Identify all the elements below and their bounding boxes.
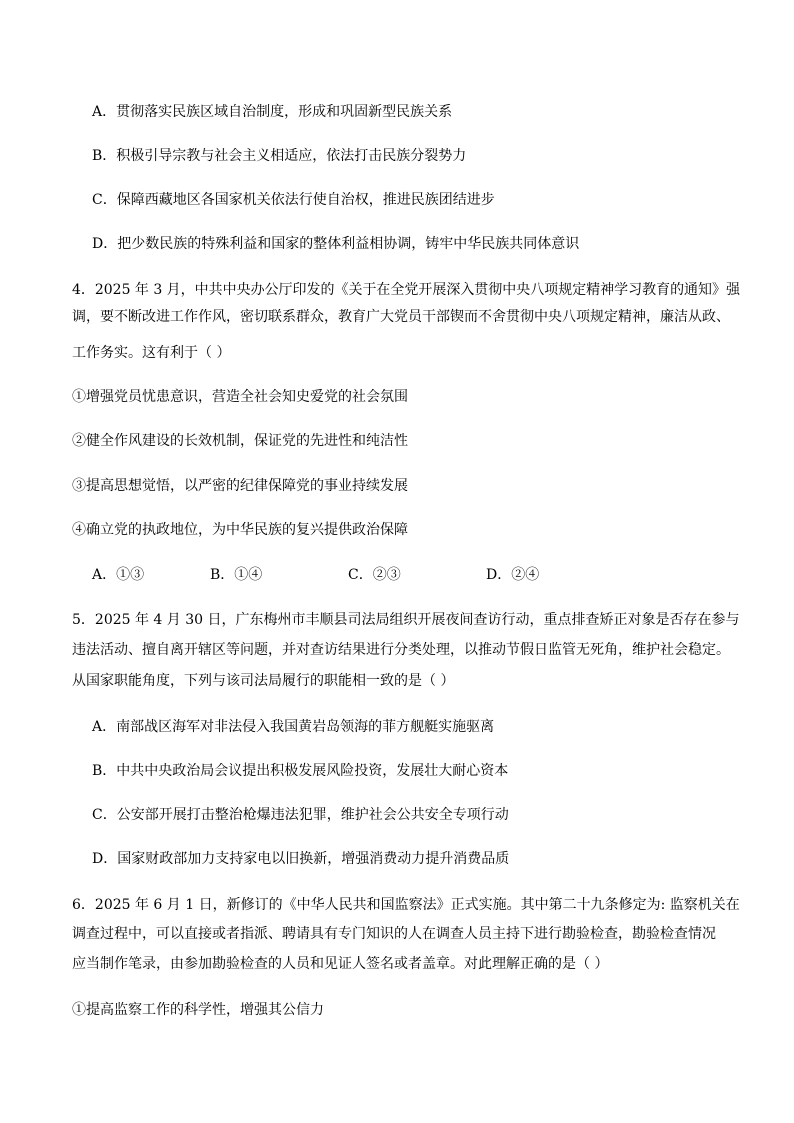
q5-stem-line-3: 从国家职能角度，下列与该司法局履行的职能相一致的是（ ） — [72, 673, 455, 689]
q6-stem-line-2: 调查过程中，可以直接或者指派、聘请具有专门知识的人在调查人员主持下进行勘验检查，勘验检查情况 — [72, 926, 716, 942]
q6-statement-1: ①提高监察工作的科学性，增强其公信力 — [72, 1002, 324, 1018]
q3-option-c: C．保障西藏地区各国家机关依法行使自治权，推进民族团结进步 — [92, 192, 495, 208]
q4-choice-b: B．①④ — [210, 567, 263, 583]
q5-option-c: C．公安部开展打击整治枪爆违法犯罪，维护社会公共安全专项行动 — [92, 807, 509, 823]
q4-stem-line-2: 调，要不断改进工作作风，密切联系群众，教育广大党员干部锲而不舍贯彻中央八项规定精神，廉洁从政、 — [72, 309, 730, 325]
q4-stem-line-1: 4．2025 年 3 月，中共中央办公厅印发的《关于在全党开展深入贯彻中央八项规定精神学习教育的通知》强 — [72, 282, 740, 298]
q4-stem-line-3: 工作务实。这有利于（ ） — [72, 345, 231, 361]
q4-statement-4: ④确立党的执政地位，为中华民族的复兴提供政治保障 — [72, 522, 408, 538]
q4-statement-3: ③提高思想觉悟，以严密的纪律保障党的事业持续发展 — [72, 478, 408, 494]
q3-option-d: D．把少数民族的特殊利益和国家的整体利益相协调，铸牢中华民族共同体意识 — [92, 236, 580, 252]
q5-option-d: D．国家财政部加力支持家电以旧换新，增强消费动力提升消费品质 — [92, 851, 510, 867]
q5-stem-line-2: 违法活动、擅自离开辖区等问题，并对查访结果进行分类处理，以推动节假日监管无死角，维护社会稳定。 — [72, 642, 730, 658]
q5-option-b: B．中共中央政治局会议提出积极发展风险投资，发展壮大耐心资本 — [92, 763, 509, 779]
q4-choice-d: D．②④ — [486, 567, 540, 583]
q4-choice-c: C．②③ — [348, 567, 401, 583]
q5-option-a: A．南部战区海军对非法侵入我国黄岩岛领海的菲方舰艇实施驱离 — [92, 719, 495, 735]
q3-option-b: B．积极引导宗教与社会主义相适应，依法打击民族分裂势力 — [92, 148, 467, 164]
q4-statement-1: ①增强党员忧患意识，营造全社会知史爱党的社会氛围 — [72, 389, 408, 405]
q3-option-a: A．贯彻落实民族区域自治制度，形成和巩固新型民族关系 — [92, 104, 453, 120]
q6-stem-line-3: 应当制作笔录，由参加勘验检查的人员和见证人签名或者盖章。对此理解正确的是（ ） — [72, 956, 609, 972]
q5-stem-line-1: 5．2025 年 4 月 30 日，广东梅州市丰顺县司法局组织开展夜间查访行动，重点排查矫正对象是否存在参与 — [72, 612, 740, 628]
q4-statement-2: ②健全作风建设的长效机制，保证党的先进性和纯洁性 — [72, 433, 408, 449]
q4-choice-a: A．①③ — [92, 567, 145, 583]
q6-stem-line-1: 6．2025 年 6 月 1 日，新修订的《中华人民共和国监察法》正式实施。其中第二十九条修定为: 监察机关在 — [72, 897, 740, 913]
